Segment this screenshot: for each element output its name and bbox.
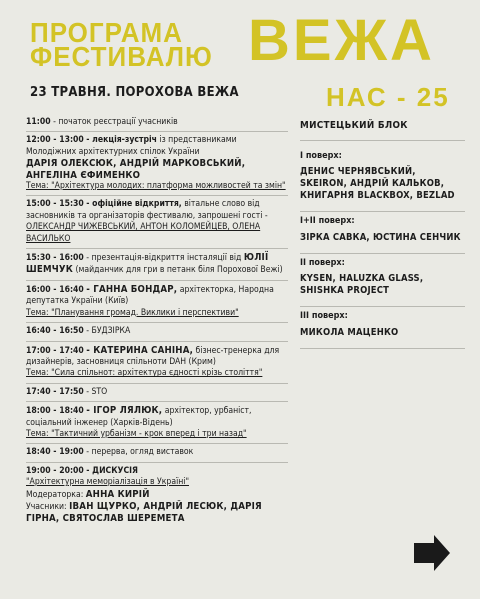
- festival-subtitle: НАС - 25: [326, 82, 450, 112]
- art-block: [300, 120, 465, 349]
- program-item: [26, 401, 288, 443]
- floor-block: [300, 307, 465, 349]
- item-time: 19:00 - 20:00: [26, 465, 84, 476]
- item-place: (майданчик для гри в петанк біля Порохової Вежі): [75, 265, 283, 276]
- art-block-heading: МИСТЕЦЬКИЙ БЛОК: [300, 120, 465, 141]
- item-type: - ДИСКУСІЯ: [86, 465, 138, 476]
- title-line-1: ПРОГРАМА: [30, 16, 183, 49]
- program-item: [26, 195, 288, 248]
- moderator-name: АННА КИРІЙ: [85, 488, 150, 500]
- participants-label: Учасники:: [26, 501, 67, 512]
- item-time: 16:00 - 16:40: [26, 284, 84, 295]
- program-list: [26, 114, 288, 529]
- item-topic: "Архітектурна меморіалізація в Україні": [26, 477, 189, 488]
- floor-block: [300, 254, 465, 308]
- item-participants: [26, 501, 288, 526]
- item-speakers: ЮЛІЇ ШЕМЧУК: [26, 252, 269, 276]
- item-time: 12:00 - 13:00: [26, 135, 84, 146]
- item-speakers: - КАТЕРИНА САНІНА,: [86, 344, 194, 356]
- floor-block: [300, 147, 465, 213]
- program-item: [26, 248, 288, 280]
- arrow-right-icon[interactable]: [412, 533, 452, 573]
- item-desc: архітекторка, Народна депутатка України (Київ): [26, 284, 274, 307]
- floor-artists: ЗІРКА САВКА, ЮСТИНА СЕНЧИК: [300, 231, 461, 243]
- event-date: 23 ТРАВНЯ. ПОРОХОВА ВЕЖА: [30, 85, 239, 100]
- program-item: [26, 462, 288, 529]
- item-time: 16:40 - 16:50: [26, 326, 84, 337]
- floor-block: [300, 212, 465, 254]
- program-item: [26, 443, 288, 461]
- item-topic: Тема: "Архітектура молодих: платформа можливостей та змін": [26, 181, 286, 192]
- floor-label: II поверх:: [300, 257, 345, 268]
- program-item: [26, 131, 288, 195]
- program-item: [26, 341, 288, 383]
- program-item: [26, 322, 288, 340]
- program-item: [26, 383, 288, 401]
- item-topic: Тема: "Сила спільнот: архітектура єдності крізь століття": [26, 368, 263, 379]
- item-time: 11:00: [26, 117, 51, 127]
- title-line-2: ФЕСТИВАЛЮ: [30, 40, 213, 73]
- program-item: [26, 280, 288, 322]
- item-type: - офіційне відкриття,: [86, 199, 182, 210]
- item-time: 18:00 - 18:40: [26, 406, 84, 417]
- program-item: [26, 114, 288, 131]
- item-desc: бізнес-тренерка для дизайнерів, засновниця спільноти DAH (Крим): [26, 345, 280, 367]
- item-time: 18:40 - 19:00: [26, 447, 84, 458]
- item-speakers: - ІГОР ЛЯЛЮК,: [86, 405, 163, 417]
- item-desc: - презентація-відкриття інсталяції від: [86, 253, 242, 264]
- item-topic: Тема: "Тактичний урбанізм - крок вперед і три назад": [26, 428, 247, 439]
- floor-artists: KYSEN, HALUZKA GLASS, SHISHKA PROJECT: [300, 273, 424, 296]
- festival-name: ВЕЖА: [248, 8, 435, 73]
- item-desc: - початок реєстрації учасників: [53, 117, 178, 127]
- floor-label: I поверх:: [300, 150, 342, 161]
- item-desc: - STO: [86, 386, 108, 397]
- item-type: - лекція-зустріч: [86, 135, 157, 146]
- item-time: 17:00 - 17:40: [26, 345, 84, 356]
- item-desc: із представниками Молодіжних архітектурних спілок України: [26, 135, 237, 157]
- item-topic: Тема: "Планування громад. Виклики і перспективи": [26, 307, 239, 318]
- item-time: 15:00 - 15:30: [26, 199, 84, 210]
- floor-artists: ДЕНИС ЧЕРНЯВСЬКИЙ, SKEIRON, АНДРІЙ КАЛЬКОВ, КНИГАРНЯ BLACKBOX, BEZLAD: [300, 166, 455, 201]
- item-desc: - БУДЗІРКА: [86, 326, 131, 337]
- program-title: [30, 16, 213, 73]
- item-guests: ОЛЕКСАНДР ЧИЖЕВСЬКИЙ, АНТОН КОЛОМЕЙЦЕВ, ОЛЕНА ВАСИЛЬКО: [26, 222, 261, 244]
- item-time: 15:30 - 16:00: [26, 253, 84, 264]
- participants-names: ІВАН ЩУРКО, АНДРІЙ ЛЕСЮК, ДАРІЯ ГІРНА, СВЯТОСЛАВ ШЕРЕМЕТА: [26, 500, 262, 525]
- item-desc: - перерва, огляд виставок: [86, 447, 194, 458]
- item-time: 17:40 - 17:50: [26, 386, 84, 397]
- item-desc: архітектор, урбаніст, соціальний інженер (Харків-Відень): [26, 406, 252, 428]
- floor-label: III поверх:: [300, 311, 348, 321]
- moderator-label: Модераторка:: [26, 489, 84, 500]
- floor-artists: МИКОЛА МАЦЕНКО: [300, 326, 399, 338]
- item-speakers: - ГАННА БОНДАР,: [86, 283, 178, 295]
- item-speakers: ДАРІЯ ОЛЕКСЮК, АНДРІЙ МАРКОВСЬКИЙ, АНГЕЛІНА ЄФИМЕНКО: [26, 158, 246, 181]
- item-moderator: [26, 489, 288, 501]
- item-desc: вітальне слово від засновників та організаторів фестивалю, запрошені гості -: [26, 199, 268, 221]
- floor-label: I+II поверх:: [300, 216, 355, 226]
